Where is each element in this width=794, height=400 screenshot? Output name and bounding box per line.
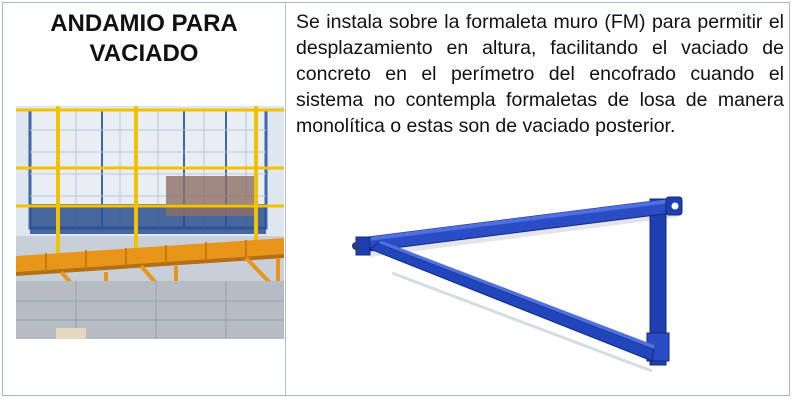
slide (2, 2, 790, 396)
title-line-1: ANDAMIO PARA (50, 10, 238, 37)
title-line-2: VACIADO (89, 40, 199, 67)
bracket-photo (352, 193, 704, 377)
right-panel (286, 3, 789, 395)
title (13, 9, 275, 69)
left-panel (3, 3, 286, 395)
description-text: Se instala sobre la formaleta muro (FM) para permitir el desplazamiento en altura, facilitando el vaciado de concreto en el perímetro del encofrado cuando el sistema no contempla formaletas de losa de manera monolítica o estas son de vaciado posterior. (296, 11, 784, 137)
scaffold-photo (16, 106, 284, 339)
